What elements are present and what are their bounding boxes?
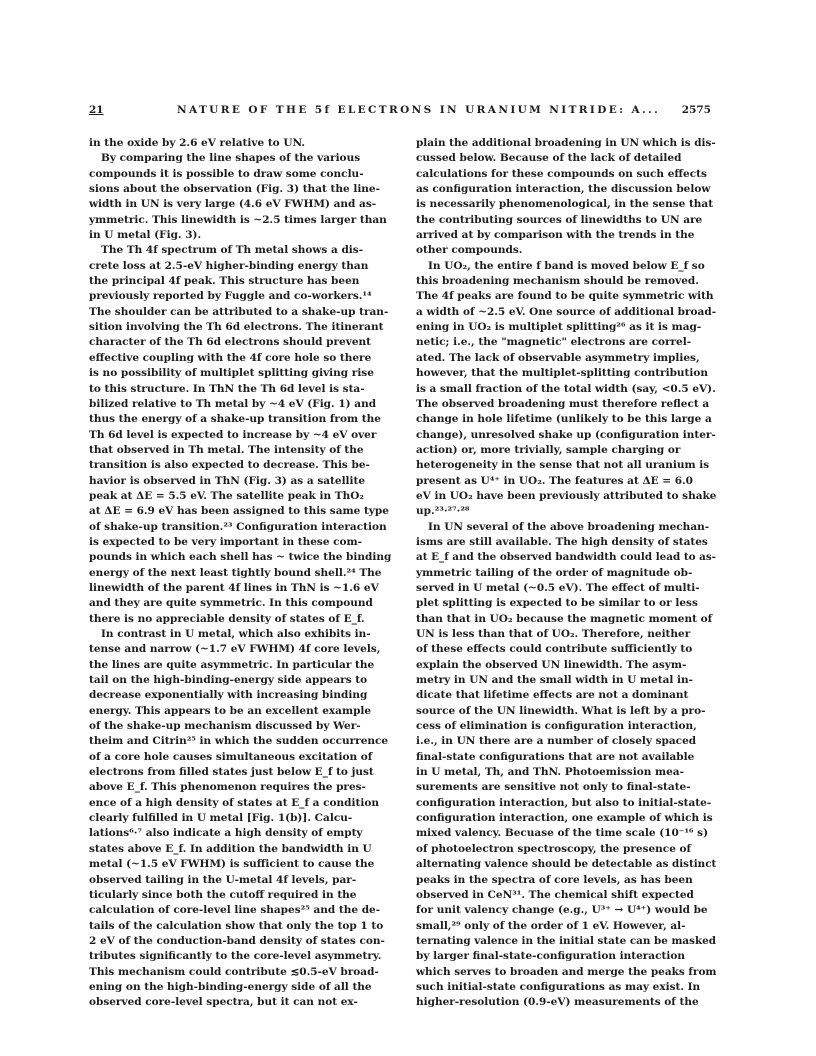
left-column [89,136,394,1011]
text-line: the contributing sources of linewidths to UN are [416,213,703,226]
text-line: to this structure. In ThN the Th 6d level is sta- [89,382,365,395]
text-line: configuration interaction, but also to initial-state- [416,796,712,809]
text-line: netic; i.e., the "magnetic" electrons are correl- [416,336,692,349]
text-line: pounds in which each shell has ~ twice the binding [89,551,392,564]
text-line: higher-resolution (0.9-eV) measurements of the [416,996,699,1009]
volume-number: 21 [89,104,104,116]
text-line: observed core-level spectra, but it can not ex- [89,996,358,1009]
text-line: alternating valence should be detectable as distinct [416,858,717,871]
text-line: observed in CeN³¹. The chemical shift expected [416,888,694,901]
running-title: NATURE OF THE 5f ELECTRONS IN URANIUM NITRIDE: A... [177,104,661,116]
text-line: ening in UO₂ is multiplet splitting²⁶ as it is mag- [416,321,702,334]
text-line: peaks in the spectra of core levels, as has been [416,873,693,886]
text-line: linewidth of the parent 4f lines in ThN is ~1.6 eV [89,581,379,594]
text-line: In UN several of the above broadening mechan- [428,520,710,533]
text-line: plain the additional broadening in UN which is dis- [416,137,716,149]
text-line: in U metal (Fig. 3). [89,229,202,242]
page-number: 2575 [681,104,711,116]
text-line: ticularly since both the cutoff required in the [89,888,357,901]
text-line: served in U metal (~0.5 eV). The effect of multi- [416,581,700,594]
text-line: ence of a high density of states at E_f a condition [89,796,379,809]
text-line: is necessarily phenomenological, in the sense that [416,198,714,211]
text-line: energy. This appears to be an excellent example [89,704,372,717]
text-line: small,²⁹ only of the order of 1 eV. However, al- [416,919,686,932]
text-line: sition involving the Th 6d electrons. The itinerant [89,321,384,334]
text-line: i.e., in UN there are a number of closely spaced [416,735,697,748]
text-line: above E_f. This phenomenon requires the pres- [89,781,366,794]
text-line: effective coupling with the 4f core hole so there [89,351,372,364]
text-line: tails of the calculation show that only the top 1 to [89,919,384,932]
text-line: tributes significantly to the core-level asymmetry. [89,950,382,963]
text-line: The shoulder can be attributed to a shake-up tran- [89,305,389,318]
text-line: change in hole lifetime (unlikely to be this large a [416,413,712,426]
text-line: action) or, more trivially, sample charging or [416,443,681,456]
text-line: cussed below. Because of the lack of detailed [416,152,682,165]
text-line: energy of the next least tightly bound shell.²⁴ The [89,566,382,579]
text-line: tail on the high-binding-energy side appears to [89,674,368,687]
text-line: there is no appreciable density of states of E_f. [89,612,365,625]
text-line: is a small fraction of the total width (say, <0.5 eV). [416,382,716,395]
text-line: theim and Citrin²⁵ in which the sudden occurrence [89,735,389,748]
text-line: eV in UO₂ have been previously attributed to shake [416,489,717,502]
text-line: width in UN is very large (4.6 eV FWHM) and as- [89,198,377,211]
text-line: ternating valence in the initial state can be masked [416,934,717,947]
text-line: decrease exponentially with increasing binding [89,689,368,702]
text-line: arrived at by comparison with the trends in the [416,229,695,242]
text-line: of these effects could contribute sufficiently to [416,643,693,656]
text-line: havior is observed in ThN (Fig. 3) as a satellite [89,474,366,487]
text-line: The Th 4f spectrum of Th metal shows a dis- [101,244,364,257]
text-line: ening on the high-binding-energy side of all the [89,980,372,993]
running-head [89,104,711,122]
text-line: UN is less than that of UO₂. Therefore, neither [416,628,691,640]
text-line: dicate that lifetime effects are not a dominant [416,689,689,702]
text-line: at ΔE = 6.9 eV has been assigned to this same type [89,505,389,518]
text-line: peak at ΔE = 5.5 eV. The satellite peak in ThO₂ [89,489,364,502]
text-line: such initial-state configurations as may exist. In [416,980,701,993]
text-line: ymmetric. This linewidth is ~2.5 times larger than [89,213,387,226]
text-line: at E_f and the observed bandwidth could lead to as- [416,551,716,564]
text-line: which serves to broaden and merge the peaks from [416,965,717,978]
text-line: crete loss at 2.5-eV higher-binding energy than [89,259,369,272]
text-line: The observed broadening must therefore reflect a [416,397,710,410]
text-line: calculations for these compounds on such effects [416,167,707,180]
text-line: that observed in Th metal. The intensity of the [89,443,364,456]
text-line: compounds it is possible to draw some conclu- [89,167,364,180]
text-line: of photoelectron spectroscopy, the presence of [416,842,692,855]
text-line: metry in UN and the small width in U metal in- [416,674,693,687]
text-line: of the shake-up mechanism discussed by Wer- [89,720,361,733]
text-line: heterogeneity in the sense that not all uranium is [416,459,710,472]
text-line: isms are still available. The high density of states [416,535,708,548]
text-line: By comparing the line shapes of the various [101,152,361,165]
text-line: the principal 4f peak. This structure has been [89,275,360,288]
text-line: however, that the multiplet-splitting contribution [416,367,709,380]
text-line: than that in UO₂ because the magnetic moment of [416,612,713,625]
text-line: lations⁶·⁷ also indicate a high density of empty [89,827,363,840]
text-line: metal (~1.5 eV FWHM) is sufficient to cause the [89,858,375,871]
text-line: This mechanism could contribute ≲0.5-eV broad- [89,965,379,978]
text-line: tense and narrow (~1.7 eV FWHM) 4f core levels, [89,643,381,656]
text-line: clearly fulfilled in U metal [Fig. 1(b)]. Calcu- [89,812,353,825]
text-line: this broadening mechanism should be removed. [416,275,699,288]
text-line: configuration interaction, one example of which is [416,812,713,825]
text-line: source of the UN linewidth. What is left by a pro- [416,704,706,717]
text-line: by larger final-state-configuration interaction [416,950,685,963]
right-column [416,136,716,1011]
text-line: up.²³·²⁷·²⁸ [416,505,470,518]
text-line: sions about the observation (Fig. 3) that the line- [89,183,380,196]
text-line: as configuration interaction, the discussion below [416,183,711,196]
text-line: of a core hole causes simultaneous excitation of [89,750,373,763]
text-line: in U metal, Th, and ThN. Photoemission mea- [416,766,684,779]
text-line: ated. The lack of observable asymmetry implies, [416,351,700,364]
text-line: cess of elimination is configuration interaction, [416,720,697,733]
text-line: states above E_f. In addition the bandwidth in U [89,842,372,855]
text-line: The 4f peaks are found to be quite symmetric with [416,290,714,303]
text-line: character of the Th 6d electrons should prevent [89,336,371,349]
text-line: observed tailing in the U-metal 4f levels, par- [89,873,357,886]
text-line: present as U⁴⁺ in UO₂. The features at ΔE = 6.0 [416,474,693,487]
text-line: Th 6d level is expected to increase by ~4 eV over [89,428,377,441]
text-line: electrons from filled states just below E_f to just [89,766,374,779]
text-line: plet splitting is expected to be similar to or less [416,597,698,610]
text-line: calculation of core-level line shapes²⁵ and the de- [89,904,381,917]
text-line: the lines are quite asymmetric. In particular the [89,658,375,671]
text-line: thus the energy of a shake-up transition from the [89,413,381,426]
text-line: transition is also expected to decrease. This be- [89,459,370,472]
text-line: mixed valency. Becuase of the time scale (10⁻¹⁶ s) [416,827,709,840]
text-line: In contrast in U metal, which also exhibits in- [101,628,371,640]
text-line: surements are sensitive not only to final-state- [416,781,691,794]
text-line: and they are quite symmetric. In this compound [89,597,373,610]
text-line: in the oxide by 2.6 eV relative to UN. [89,137,306,149]
text-line: final-state configurations that are not available [416,750,695,763]
text-line: is no possibility of multiplet splitting giving rise [89,367,374,380]
text-line: of shake-up transition.²³ Configuration interaction [89,520,387,533]
text-line: a width of ~2.5 eV. One source of additional broad- [416,305,717,318]
text-line: change), unresolved shake up (configuration inter- [416,428,716,441]
text-line: ymmetric tailing of the order of magnitude ob- [416,566,693,579]
text-line: other compounds. [416,244,523,257]
text-line: previously reported by Fuggle and co-workers.¹⁴ [89,290,372,303]
text-line: 2 eV of the conduction-band density of states con- [89,934,385,947]
text-line: bilized relative to Th metal by ~4 eV (Fig. 1) and [89,397,377,410]
text-line: for unit valency change (e.g., U³⁺ → U⁴⁺) would be [416,904,708,917]
text-line: is expected to be very important in these com- [89,535,363,548]
text-line: explain the observed UN linewidth. The asym- [416,658,687,671]
text-line: In UO₂, the entire f band is moved below E_f so [428,259,705,272]
